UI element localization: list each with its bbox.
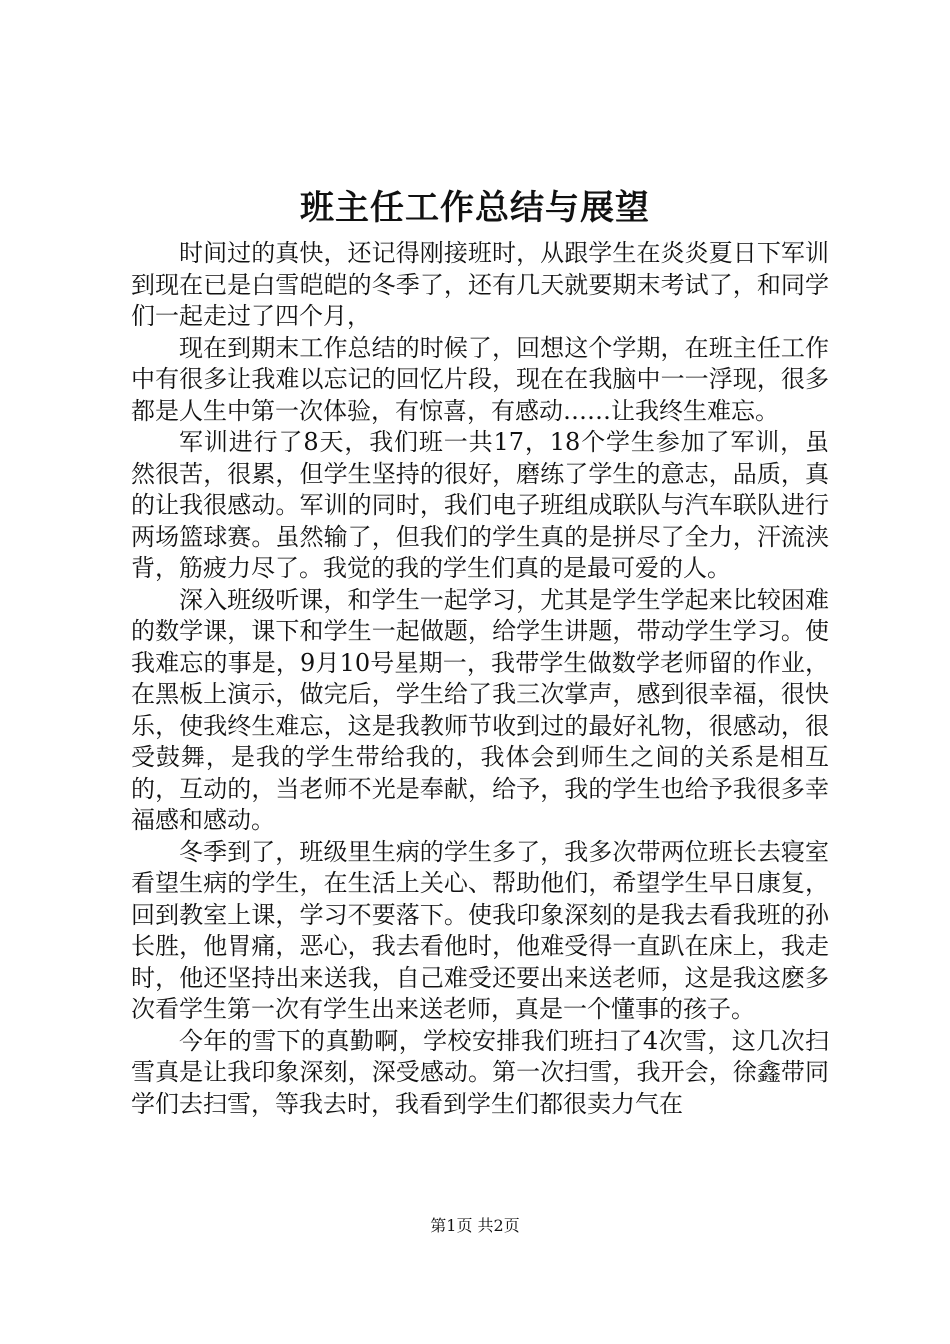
- paragraph: 军训进行了8天，我们班一共17，18个学生参加了军训，虽然很苦，很累，但学生坚持的很好，磨练了学生的意志，品质，真的让我很感动。军训的同时，我们电子班组成联队与汽车联队进行两场篮球赛。虽然输了，但我们的学生真的是拼尽了全力，汗流浃背，筋疲力尽了。我觉的我的学生们真的是最可爱的人。: [131, 428, 829, 582]
- document-body: [131, 238, 829, 1120]
- page-footer: 第1页 共2页: [430, 1216, 520, 1235]
- paragraph: 今年的雪下的真勤啊，学校安排我们班扫了4次雪，这几次扫雪真是让我印象深刻，深受感动。第一次扫雪，我开会，徐鑫带同学们去扫雪，等我去时，我看到学生们都很卖力气在: [131, 1026, 829, 1118]
- paragraph: 现在到期末工作总结的时候了，回想这个学期，在班主任工作中有很多让我难以忘记的回忆片段，现在在我脑中一一浮现，很多都是人生中第一次体验，有惊喜，有感动……让我终生难忘。: [131, 333, 829, 425]
- document-title: 班主任工作总结与展望: [300, 188, 650, 228]
- paragraph: 深入班级听课，和学生一起学习，尤其是学生学起来比较困难的数学课，课下和学生一起做题，给学生讲题，带动学生学习。使我难忘的事是，9月10号星期一，我带学生做数学老师留的作业，在黑板上演示，做完后，学生给了我三次掌声，感到很幸福，很快乐，使我终生难忘，这是我教师节收到过的最好礼物，很感动，很受鼓舞，是我的学生带给我的，我体会到师生之间的关系是相互的，互动的，当老师不光是奉献，给予，我的学生也给予我很多幸福感和感动。: [131, 585, 829, 834]
- paragraph: 冬季到了，班级里生病的学生多了，我多次带两位班长去寝室看望生病的学生，在生活上关心、帮助他们，希望学生早日康复，回到教室上课，学习不要落下。使我印象深刻的是我去看我班的孙长胜，他胃痛，恶心，我去看他时，他难受得一直趴在床上，我走时，他还坚持出来送我，自己难受还要出来送老师，这是我这麽多次看学生第一次有学生出来送老师，真是一个懂事的孩子。: [131, 837, 829, 1023]
- paragraph: 时间过的真快，还记得刚接班时，从跟学生在炎炎夏日下军训到现在已是白雪皑皑的冬季了，还有几天就要期末考试了，和同学们一起走过了四个月，: [131, 239, 829, 330]
